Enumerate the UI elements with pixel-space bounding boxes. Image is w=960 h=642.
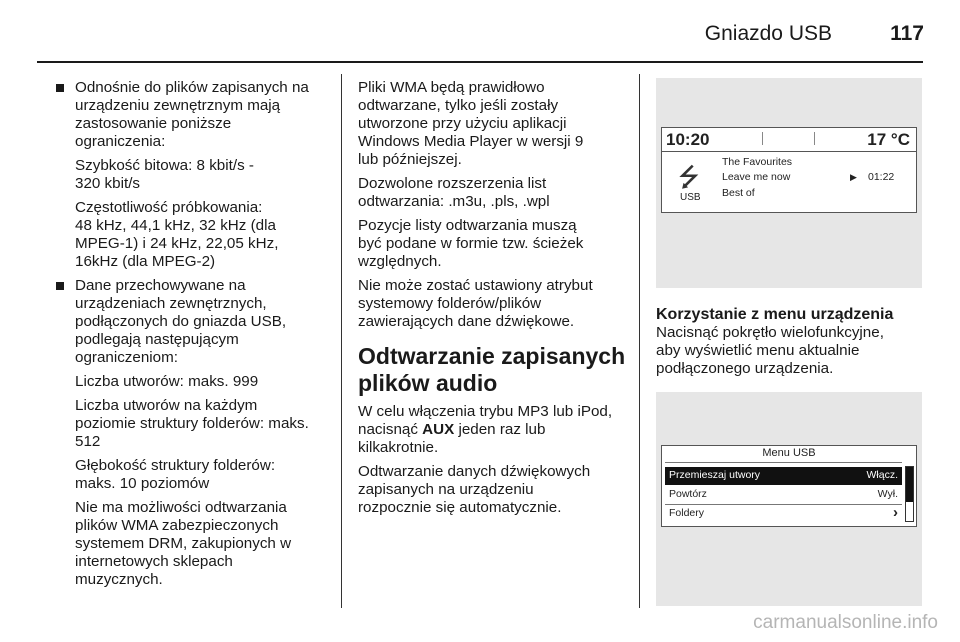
header-divider bbox=[37, 61, 923, 63]
menu-row-folders[interactable] bbox=[665, 505, 902, 523]
column-2 bbox=[358, 79, 634, 523]
bitrate-text: Szybkość bitowa: 8 kbit/s - 320 kbit/s bbox=[75, 157, 254, 192]
menu-row-value: Włącz. bbox=[866, 469, 898, 481]
play-icon: ▶ bbox=[850, 172, 857, 182]
display-tick bbox=[814, 132, 815, 145]
display-screen-playback bbox=[661, 127, 917, 213]
menu-row-label: Powtórz bbox=[669, 488, 707, 500]
menu-title: Menu USB bbox=[762, 447, 816, 459]
wma-text: Pliki WMA będą prawidłowo odtwarzane, tylko jeśli zostały utworzone przy użyciu aplikacji Windows Media Player w wersji 9 lub późniejszej. bbox=[358, 79, 584, 168]
display-screen-usb-menu bbox=[661, 445, 917, 527]
drm-text: Nie ma możliwości odtwarzania plików WMA zabezpieczonych systemem DRM, zakupionych w internetowych sklepach muzycznych. bbox=[75, 499, 292, 588]
menu-row-label: Przemieszaj utwory bbox=[669, 469, 761, 481]
display-source-label: USB bbox=[680, 192, 701, 203]
menu-scrollbar[interactable] bbox=[905, 466, 914, 522]
page-number: 117 bbox=[890, 22, 924, 45]
display-elapsed-time: 01:22 bbox=[868, 171, 895, 183]
usb-icon: ⭍ bbox=[678, 162, 700, 192]
menu-section-heading: Korzystanie z menu urządzenia bbox=[656, 306, 894, 323]
display-clock: 10:20 bbox=[666, 130, 710, 149]
bullet-square-icon bbox=[56, 282, 64, 290]
display-track-item: Best of bbox=[722, 187, 755, 199]
column-1 bbox=[56, 79, 332, 595]
mode-activation-text: W celu włączenia trybu MP3 lub iPod, nacisnąć AUX jeden raz lub kilkakrotnie. bbox=[358, 403, 613, 456]
menu-row-label: Foldery bbox=[669, 507, 705, 519]
system-attribute-text: Nie może zostać ustawiony atrybut systemowy folderów/plików zawierających dane dźwiękowe. bbox=[358, 277, 593, 330]
bullet-file-restrictions: Odnośnie do plików zapisanych na urządzeniu zewnętrznym mają zastosowanie poniższe ograniczenia: bbox=[56, 79, 332, 151]
display-top-bar bbox=[662, 128, 916, 152]
max-tracks-text: Liczba utworów: maks. 999 bbox=[75, 373, 259, 390]
display-track-item: Leave me now bbox=[722, 171, 791, 183]
aux-key-label: AUX bbox=[422, 421, 455, 438]
bullet-data-restrictions: Dane przechowywane na urządzeniach zewnętrznych, podłączonych do gniazda USB, podlegają następującym ograniczeniom: bbox=[56, 277, 332, 367]
menu-separator bbox=[665, 462, 902, 463]
menu-scroll-thumb[interactable] bbox=[906, 467, 913, 502]
bullet-square-icon bbox=[56, 84, 64, 92]
column-3-text bbox=[656, 305, 946, 384]
menu-row-shuffle[interactable] bbox=[665, 467, 902, 485]
column-divider-left bbox=[341, 74, 342, 608]
tracks-per-level-text: Liczba utworów na każdym poziomie struktury folderów: maks. 512 bbox=[75, 397, 309, 450]
column-divider-right bbox=[639, 74, 640, 608]
menu-instruction-text: Nacisnąć pokrętło wielofunkcyjne, aby wyświetlić menu aktualnie podłączonego urządzenia. bbox=[656, 324, 884, 377]
sampling-rate-text: Częstotliwość próbkowania: 48 kHz, 44,1 kHz, 32 kHz (dla MPEG-1) i 24 kHz, 22,05 kHz, 16kHz (dla MPEG-2) bbox=[75, 199, 279, 270]
menu-row-value: Wył. bbox=[877, 488, 898, 500]
section-heading-playback: Odtwarzanie zapisanych plików audio bbox=[358, 343, 626, 396]
relative-paths-text: Pozycje listy odtwarzania muszą być podane w formie tzw. ścieżek względnych. bbox=[358, 217, 584, 270]
auto-play-text: Odtwarzanie danych dźwiękowych zapisanych na urządzeniu rozpocznie się automatycznie. bbox=[358, 463, 591, 516]
menu-row-repeat[interactable] bbox=[665, 486, 902, 504]
playlist-extensions-text: Dozwolone rozszerzenia list odtwarzania: .m3u, .pls, .wpl bbox=[358, 175, 550, 210]
page-header-title: Gniazdo USB bbox=[704, 22, 832, 45]
display-temperature: 17 °C bbox=[867, 130, 910, 149]
display-track-item: The Favourites bbox=[722, 156, 793, 168]
chevron-right-icon: › bbox=[893, 504, 898, 521]
folder-depth-text: Głębokość struktury folderów: maks. 10 poziomów bbox=[75, 457, 276, 492]
watermark: carmanualsonline.info bbox=[753, 612, 938, 633]
display-tick bbox=[762, 132, 763, 145]
